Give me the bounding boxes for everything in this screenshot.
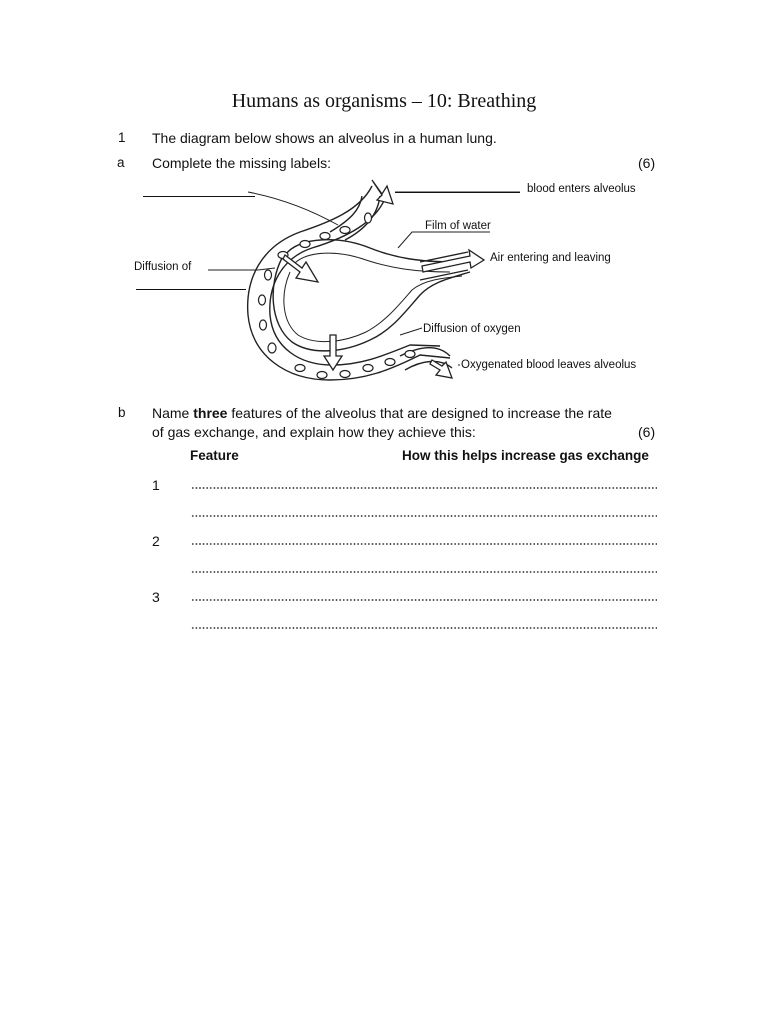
answer-line-1a[interactable] [191,487,657,489]
answer-line-3b[interactable] [191,627,657,629]
answer-line-1b[interactable] [191,515,657,517]
question-1a-text: Complete the missing labels: [152,155,331,171]
label-film-of-water: Film of water [425,220,491,232]
label-answer-line-3[interactable] [136,289,246,290]
answer-row-number-3: 3 [152,589,160,605]
label-answer-line-1[interactable] [143,196,255,197]
label-diffusion-oxygen: Diffusion of oxygen [423,323,521,335]
label-diffusion-of: Diffusion of [134,261,192,273]
column-header-feature: Feature [190,448,239,463]
answer-line-3a[interactable] [191,599,657,601]
question-1a-marks: (6) [638,155,656,171]
question-1b-letter: b [118,405,126,420]
column-header-how: How this helps increase gas exchange [402,448,649,463]
answer-row-number-2: 2 [152,533,160,549]
question-1-text: The diagram below shows an alveolus in a human lung. [152,130,497,146]
answer-row-number-1: 1 [152,477,160,493]
question-1b-marks: (6) [638,424,656,440]
answer-line-2b[interactable] [191,571,657,573]
question-1b-text-line2: of gas exchange, and explain how they achieve this: [152,424,476,440]
answer-line-2a[interactable] [191,543,657,545]
question-1a-letter: a [117,155,125,170]
alveolus-diagram [0,0,768,400]
question-1b-text-line1: Name three features of the alveolus that are designed to increase the rate [152,405,612,421]
label-oxygenated-blood: Oxygenated blood leaves alveolus [461,359,637,371]
label-answer-line-2[interactable] [395,192,520,193]
page-title: Humans as organisms – 10: Breathing [231,90,537,112]
question-1-number: 1 [118,130,126,145]
label-blood-enters: blood enters alveolus [527,183,636,195]
label-air-entering: Air entering and leaving [490,252,611,264]
